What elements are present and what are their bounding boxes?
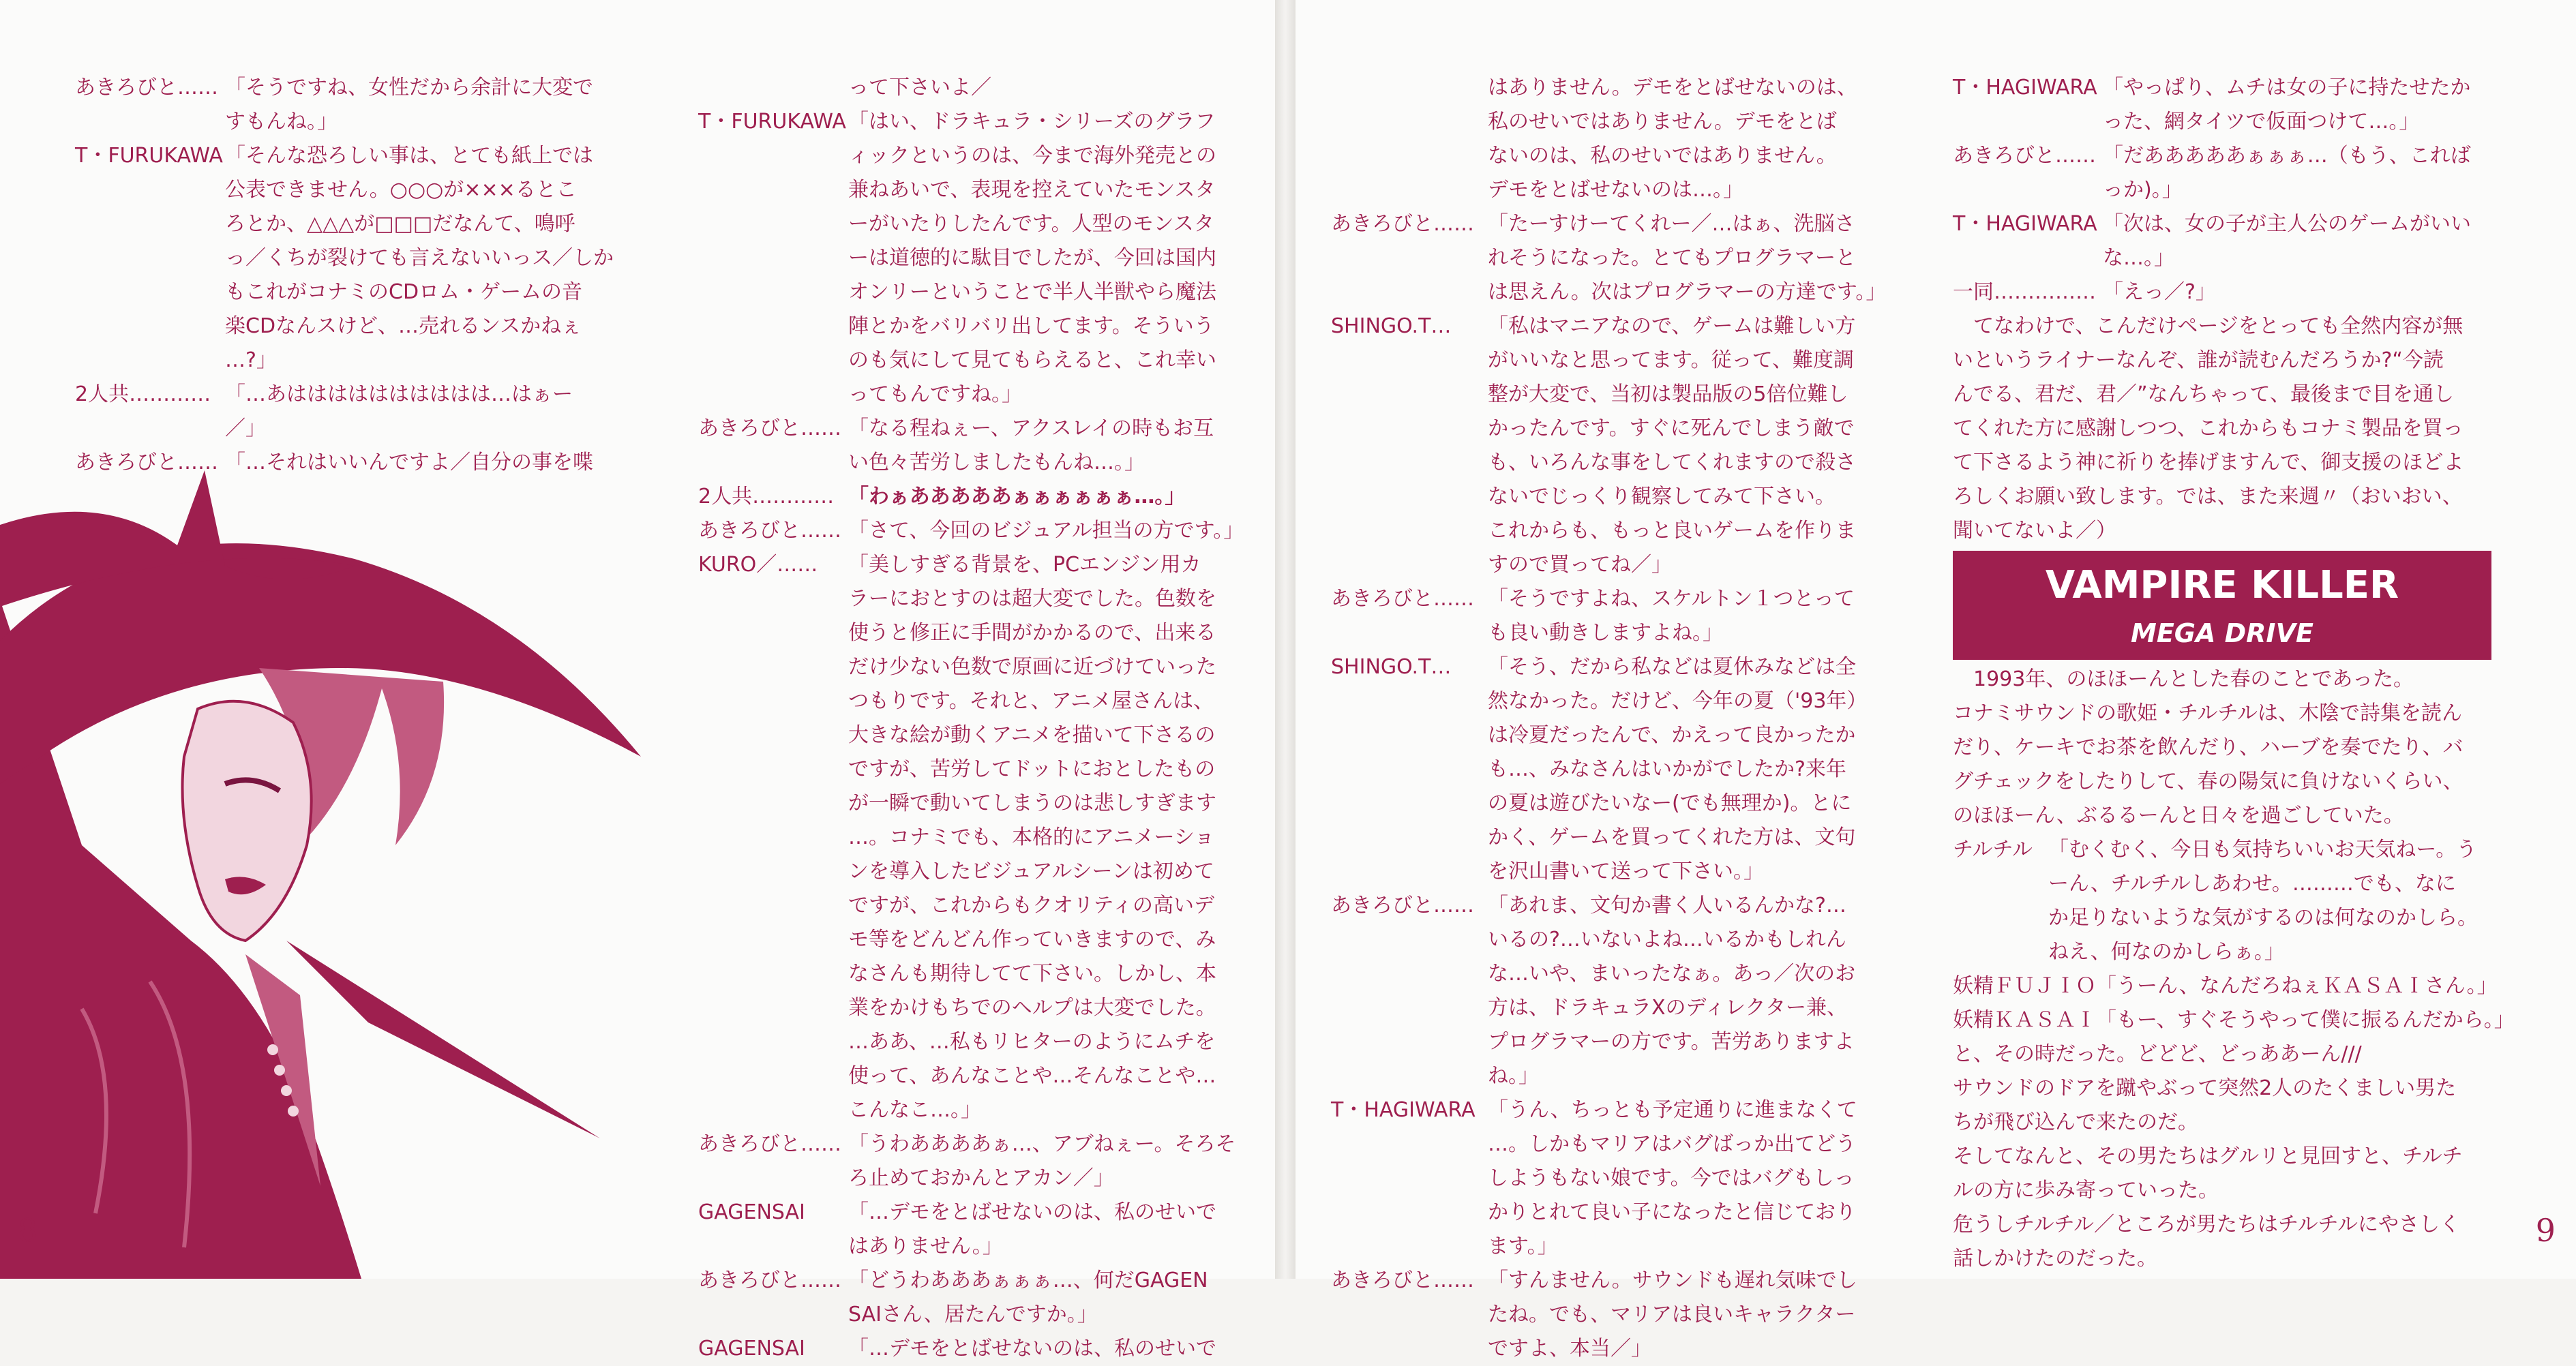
page-number-right: 9 xyxy=(2535,1212,2556,1249)
dialogue-line: を沢山書いて送って下さい。」 xyxy=(1488,860,1764,883)
dialogue-line: …ああ、…私もリヒターのようにムチを xyxy=(848,1030,1216,1054)
closing-line: てなわけで、こんだけページをとっても全然内容が無 xyxy=(1953,314,2463,338)
dialogue-line: モ等をどんどん作っていきますので、み xyxy=(848,928,1216,952)
dialogue-line: だけ少ない色数で原画に近づけていった xyxy=(848,655,1216,679)
dialogue-line: 「すんません。サウンドも遅れ気味でし xyxy=(1488,1269,1857,1292)
speaker-name: GAGENSAI xyxy=(698,1200,805,1224)
dialogue-line: ねえ、何なのかしらぁ。」 xyxy=(2048,940,2285,964)
dialogue-line: 「そう、だから私などは夏休みなどは全 xyxy=(1488,655,1856,679)
speaker-name: SHINGO.T… xyxy=(1331,314,1452,338)
speaker-name: T・HAGIWARA xyxy=(1953,212,2097,236)
speaker-name: あきろびと…… xyxy=(1331,587,1474,611)
closing-line: 聞いてないよ／） xyxy=(1953,519,2116,543)
story-line: 危うしチルチル／ところが男たちはチルチルにやさしく xyxy=(1953,1213,2460,1236)
dialogue-line: …。しかもマリアはバグばっか出てどう xyxy=(1488,1132,1856,1156)
dialogue-line: ／」 xyxy=(225,416,266,440)
dialogue-line: ーがいたりしたんです。人型のモンスタ xyxy=(848,212,1214,236)
dialogue-line: つもりです。それと、アニメ屋さんは、 xyxy=(848,689,1214,713)
speaker-name: T・FURUKAWA xyxy=(698,110,846,134)
story-line: ちが飛び込んで来たのだ。 xyxy=(1953,1110,2198,1134)
dialogue-entry xyxy=(1331,582,1890,650)
dialogue-line: 「やっぱり、ムチは女の子に持たせたか xyxy=(2103,76,2471,100)
dialogue-line: 方は、ドラキュラXのディレクター兼、 xyxy=(1488,996,1847,1020)
dialogue-line: オンリーということで半人半獣やら魔法 xyxy=(848,280,1216,304)
dialogue-line: 大きな絵が動くアニメを描いて下さるの xyxy=(848,723,1216,747)
dialogue-entry xyxy=(698,412,1257,480)
speaker-name xyxy=(1331,71,1488,207)
speaker-name: あきろびと…… xyxy=(75,451,218,474)
dialogue-line: がいいなと思ってます。従って、難度調 xyxy=(1488,348,1854,372)
speaker-name: あきろびと…… xyxy=(698,1269,841,1292)
dialogue-line: ないのは、私のせいではありません。 xyxy=(1488,144,1837,168)
dialogue-entry xyxy=(1953,833,2526,969)
dialogue-entry xyxy=(1331,650,1890,889)
dialogue-line: これからも、もっと良いゲームを作りま xyxy=(1488,519,1856,543)
dialogue-entry xyxy=(75,446,620,480)
speaker-name: 一同…………… xyxy=(1953,280,2096,304)
dialogue-line: ね。」 xyxy=(1488,1064,1539,1088)
dialogue-entry xyxy=(698,480,1257,514)
dialogue-line: 業をかけもちでのヘルプは大変でした。 xyxy=(848,996,1216,1020)
dialogue-line: …。コナミでも、本格的にアニメーショ xyxy=(848,825,1215,849)
closing-line: てくれた方に感謝しつつ、これからもコナミ製品を買っ xyxy=(1953,416,2463,440)
dialogue-line: しようもない娘です。今ではバグもしっ xyxy=(1488,1166,1855,1190)
dialogue-line: ーは道徳的に駄目でしたが、今回は国内 xyxy=(848,246,1216,270)
speaker-name: あきろびと…… xyxy=(1331,1269,1474,1292)
dialogue-line: も良い動きしますよね。」 xyxy=(1488,621,1723,645)
dialogue-entry xyxy=(1331,309,1890,582)
story-line: のほほーん、ぶるるーんと日々を過ごしていた。 xyxy=(1953,804,2404,828)
dialogue-line: 「そうですよね、スケルトン１つとって xyxy=(1488,587,1855,611)
dialogue-line: ィックというのは、今まで海外発売との xyxy=(848,144,1216,168)
speaker-name: あきろびと…… xyxy=(75,76,218,100)
speaker-name: あきろびと…… xyxy=(698,416,841,440)
dialogue-line: なさんも期待してて下さい。しかし、本 xyxy=(848,962,1216,986)
text-column-1 xyxy=(75,71,620,480)
dialogue-line: のも気にして見てもらえると、これ幸い xyxy=(848,348,1216,372)
story-line: グチェックをしたりして、春の陽気に負けないくらい、 xyxy=(1953,770,2463,793)
page-number-left: 8 xyxy=(18,1212,38,1249)
dialogue-line: った、網タイツで仮面つけて…。」 xyxy=(2103,110,2420,134)
story-line: サウンドのドアを蹴やぶって突然2人のたくましい男た xyxy=(1953,1076,2457,1100)
dialogue-line: ラーにおとすのは超大変でした。色数を xyxy=(848,587,1216,611)
closing-line: て下さるよう神に祈りを捧げますんで、御支援のほどよ xyxy=(1953,451,2464,474)
story-line: と、その時だった。どどど、どっああーん/// xyxy=(1953,1042,2362,1066)
dialogue-line: 「むくむく、今日も気持ちいいお天気ねー。う xyxy=(2048,838,2477,862)
dialogue-line: も、いろんな事をしてくれますので殺さ xyxy=(1488,451,1856,474)
story-line: コナミサウンドの歌姫・チルチルは、木陰で詩集を読ん xyxy=(1953,701,2462,725)
dialogue-line: ですよ、本当／」 xyxy=(1488,1337,1651,1361)
speaker-name: あきろびと…… xyxy=(1953,144,2096,168)
dialogue-line: な…いや、まいったなぁ。あっ／次のお xyxy=(1488,962,1856,986)
vampire-killer-section xyxy=(1953,663,2526,1276)
story-line: 妖精ＫＡＳＡＩ「もー、すぐそうやって僕に振るんだから。」 xyxy=(1953,1008,2515,1032)
speaker-name: チルチル xyxy=(1953,838,2033,862)
dialogue-entry xyxy=(698,514,1257,548)
story-line: そしてなんと、その男たちはグルリと見回すと、チルチ xyxy=(1953,1144,2463,1168)
dialogue-line: 「そうですね、女性だから余計に大変で xyxy=(225,76,593,100)
text-column-2 xyxy=(698,71,1257,1366)
dialogue-line: っか)。」 xyxy=(2103,178,2183,202)
dialogue-line: ってもんですね。」 xyxy=(848,382,1022,406)
dialogue-line: ンを導入したビジュアルシーンは初めて xyxy=(848,860,1214,883)
dialogue-line: …?」 xyxy=(225,348,277,372)
left-page xyxy=(0,0,1275,1361)
dialogue-line: は思えん。次はプログラマーの方達です。」 xyxy=(1488,280,1887,304)
vampire-woman-wide-hat-icon xyxy=(0,464,655,1279)
dialogue-line: いるの?…いないよね…いるかもしれん xyxy=(1488,928,1846,952)
dialogue-line: ろとか、△△△が□□□だなんて、鳴呼 xyxy=(225,212,575,236)
dialogue-line: 「うん、ちっとも予定通りに進まなくて xyxy=(1488,1098,1857,1122)
dialogue-line: 「私はマニアなので、ゲームは難しい方 xyxy=(1488,314,1856,338)
dialogue-line: 「美しすぎる背景を、PCエンジン用カ xyxy=(848,553,1201,577)
dialogue-entry xyxy=(698,105,1257,412)
dialogue-line: 「…あはははははははははは…はぁー xyxy=(225,382,573,406)
dialogue-line: ですが、これからもクオリティの高いデ xyxy=(848,894,1214,917)
dialogue-line: かりとれて良い子になったと信じており xyxy=(1488,1200,1856,1224)
dialogue-line: はありません。デモをとばせないのは、 xyxy=(1488,76,1857,100)
speaker-name: あきろびと…… xyxy=(1331,894,1474,917)
dialogue-line: ないでじっくり観察してみて下さい。 xyxy=(1488,485,1836,509)
closing-line: ろしくお願い致します。では、また来週〃（おいおい、 xyxy=(1953,485,2463,509)
dialogue-line: 「えっ／?」 xyxy=(2103,280,2216,304)
closing-line: んでる、君だ、君／”なんちゃって、最後まで目を通し xyxy=(1953,382,2454,406)
dialogue-line: っ／くちが裂けても言えないいっス／しか xyxy=(225,246,614,270)
dialogue-line: 「…それはいいんですよ／自分の事を喋 xyxy=(225,451,593,474)
dialogue-entry xyxy=(1953,275,2526,309)
dialogue-line: 陣とかをバリバリ出してます。そういう xyxy=(848,314,1214,338)
dialogue-entry xyxy=(1953,207,2526,275)
speaker-name xyxy=(698,71,848,105)
dialogue-line: な…。」 xyxy=(2103,246,2174,270)
dialogue-line: 使うと修正に手間がかかるので、出来る xyxy=(848,621,1216,645)
banner-subtitle: MEGA DRIVE xyxy=(2131,618,2313,648)
dialogue-line: 整が大変で、当初は製品版の5倍位難し xyxy=(1488,382,1848,406)
dialogue-line: はありません。」 xyxy=(848,1234,1003,1258)
speaker-name: T・FURUKAWA xyxy=(75,144,223,168)
speaker-name: SHINGO.T… xyxy=(1331,655,1452,679)
dialogue-line: の夏は遊びたいなー(でも無理か)。とに xyxy=(1488,791,1852,815)
dialogue-entry xyxy=(75,378,620,446)
dialogue-line: すので買ってね／」 xyxy=(1488,553,1672,577)
speaker-name: T・HAGIWARA xyxy=(1331,1098,1476,1122)
dialogue-line: 楽CDなんスけど、…売れるンスかねぇ xyxy=(225,314,582,338)
dialogue-line: い色々苦労しましたもんね…。」 xyxy=(848,451,1145,474)
dialogue-entry xyxy=(75,139,620,378)
dialogue-line: 「わぁあああああぁぁぁぁぁぁ…。」 xyxy=(848,485,1186,509)
dialogue-line: も…、みなさんはいかがでしたか?来年 xyxy=(1488,757,1846,781)
dialogue-line: SAIさん、居たんですか。」 xyxy=(848,1303,1098,1326)
dialogue-line: すもんね。」 xyxy=(225,110,338,134)
dialogue-entry xyxy=(1331,207,1890,309)
dialogue-line: 使って、あんなことや…そんなことや… xyxy=(848,1064,1216,1088)
dialogue-line: が一瞬で動いてしまうのは悲しすぎます xyxy=(848,791,1216,815)
vampire-woman-illustration xyxy=(0,464,655,1279)
dialogue-line: かく、ゲームを買ってくれた方は、文句 xyxy=(1488,825,1856,849)
dialogue-line: 「うわああああぁ…、アブねぇー。そろそ xyxy=(848,1132,1236,1156)
dialogue-line: プログラマーの方です。苦労ありますよ xyxy=(1488,1030,1855,1054)
story-line: だり、ケーキでお茶を飲んだり、ハーブを奏でたり、バ xyxy=(1953,735,2463,759)
dialogue-line: 「そんな恐ろしい事は、とても紙上では xyxy=(225,144,593,168)
dialogue-line: ーん、チルチルしあわせ。………でも、なに xyxy=(2048,872,2456,896)
dialogue-entry xyxy=(1331,71,1890,207)
dialogue-line: 「なる程ねぇー、アクスレイの時もお互 xyxy=(848,416,1214,440)
dialogue-line: 「さて、今回のビジュアル担当の方です。」 xyxy=(848,519,1244,543)
dialogue-line: もこれがコナミのCDロム・ゲームの音 xyxy=(225,280,583,304)
dialogue-entry xyxy=(698,1264,1257,1332)
dialogue-entry xyxy=(1331,1093,1890,1264)
text-column-3 xyxy=(1331,71,1890,1366)
dialogue-line: か足りないような気がするのは何なのかしら。 xyxy=(2048,906,2478,930)
dialogue-line: たね。でも、マリアは良いキャラクター xyxy=(1488,1303,1856,1326)
dialogue-entry xyxy=(1331,889,1890,1093)
dialogue-line: 「…デモをとばせないのは、私のせいで xyxy=(848,1337,1216,1361)
dialogue-line: れそうになった。とてもプログラマーと xyxy=(1488,246,1856,270)
dialogue-entry xyxy=(698,1332,1257,1366)
speaker-name: あきろびと…… xyxy=(698,519,841,543)
dialogue-entry xyxy=(75,71,620,139)
dialogue-entry xyxy=(698,1196,1257,1264)
speaker-name: 2人共………… xyxy=(698,485,835,509)
dialogue-line: 「あれま、文句か書く人いるんかな?… xyxy=(1488,894,1846,917)
dialogue-entry xyxy=(1953,139,2526,207)
dialogue-entry xyxy=(1953,71,2526,139)
speaker-name: KURO／…… xyxy=(698,553,818,577)
dialogue-line: 公表できません。○○○が×××るとこ xyxy=(225,178,577,202)
speaker-name: あきろびと…… xyxy=(1331,212,1474,236)
dialogue-entry xyxy=(1331,1264,1890,1366)
dialogue-line: ます。」 xyxy=(1488,1234,1558,1258)
dialogue-line: デモをとばせないのは…。」 xyxy=(1488,178,1743,202)
story-line: 妖精ＦＵＪＩＯ「うーん、なんだろねぇＫＡＳＡＩさん。」 xyxy=(1953,974,2498,998)
speaker-name: あきろびと…… xyxy=(698,1132,841,1156)
dialogue-line: ですが、苦労してドットにおとしたもの xyxy=(848,757,1216,781)
dialogue-line: 「どうわあああぁぁぁ…、何だGAGEN xyxy=(848,1269,1208,1292)
speaker-name: GAGENSAI xyxy=(698,1337,805,1361)
dialogue-line: ろ止めておかんとアカン／」 xyxy=(848,1166,1114,1190)
dialogue-line: こんなこ…。」 xyxy=(848,1098,981,1122)
speaker-name: 2人共………… xyxy=(75,382,211,406)
dialogue-line: は冷夏だったんで、かえって良かったか xyxy=(1488,723,1856,747)
page-gutter xyxy=(1275,0,1296,1279)
dialogue-line: 「次は、女の子が主人公のゲームがいい xyxy=(2103,212,2471,236)
story-line: 1993年、のほほーんとした春のことであった。 xyxy=(1953,667,2414,691)
closing-line: いというライナーなんぞ、誰が読むんだろうか?“今読 xyxy=(1953,348,2444,372)
dialogue-line: 私のせいではありません。デモをとば xyxy=(1488,110,1837,134)
dialogue-line: 「…デモをとばせないのは、私のせいで xyxy=(848,1200,1216,1224)
dialogue-line: 然なかった。だけど、今年の夏（'93年） xyxy=(1488,689,1868,713)
dialogue-entry xyxy=(698,548,1257,1127)
dialogue-line: って下さいよ／ xyxy=(848,76,991,100)
dialogue-line: 「たーすけーてくれー／…はぁ、洗脳さ xyxy=(1488,212,1855,236)
vampire-killer-banner xyxy=(1953,551,2491,660)
story-line: ルの方に歩み寄っていった。 xyxy=(1953,1179,2219,1202)
dialogue-entry xyxy=(698,71,1257,105)
dialogue-line: かったんです。すぐに死んでしまう敵で xyxy=(1488,416,1855,440)
dialogue-line: 「はい、ドラキュラ・シリーズのグラフ xyxy=(848,110,1216,134)
story-line: 話しかけたのだった。 xyxy=(1953,1247,2157,1271)
dialogue-entry xyxy=(698,1127,1257,1196)
text-column-4 xyxy=(1953,71,2526,548)
dialogue-line: 兼ねあいで、表現を控えていたモンスタ xyxy=(848,178,1216,202)
dialogue-line: 「だあああああぁぁぁ…（もう、これば xyxy=(2103,144,2471,168)
banner-title: VAMPIRE KILLER xyxy=(2045,563,2399,607)
speaker-name: T・HAGIWARA xyxy=(1953,76,2097,100)
